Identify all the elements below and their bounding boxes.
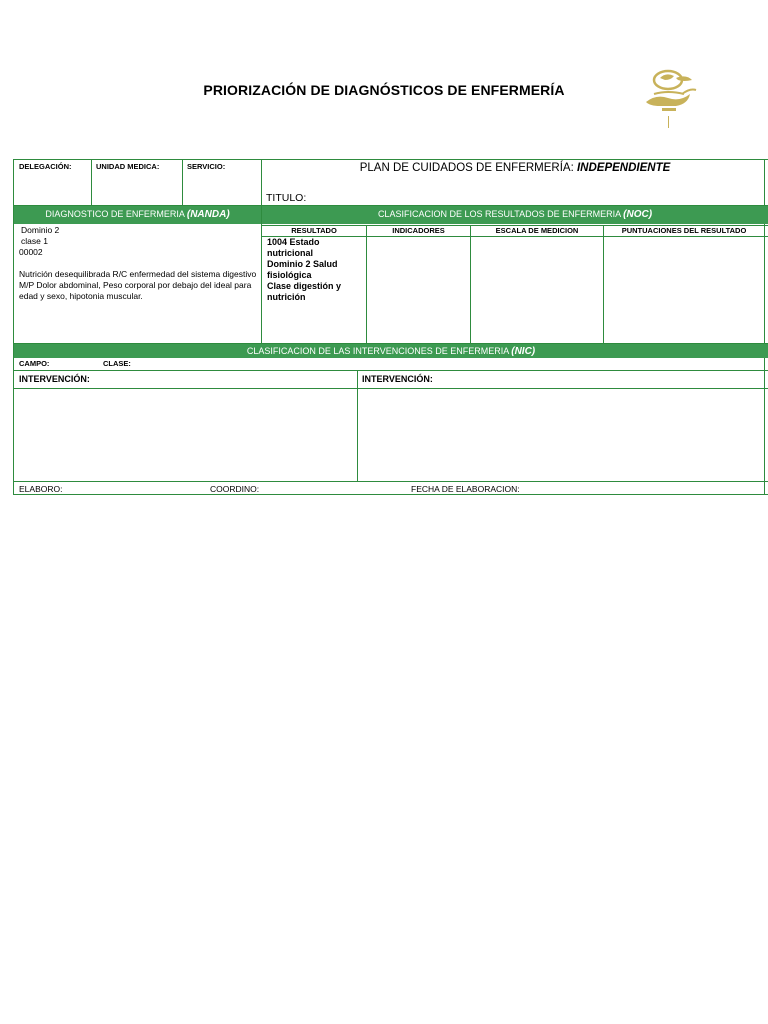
intervencion-left-label: INTERVENCIÓN: [19,374,90,384]
titulo-label: TITULO: [266,192,307,204]
diagnosis-dominio: Dominio 2 [21,225,60,235]
noc-header: CLASIFICACION DE LOS RESULTADOS DE ENFERMERIA (NOC) [262,206,768,224]
resultado-line-3: Dominio 2 Salud [267,259,338,269]
col-indicadores: INDICADORES [392,226,445,235]
delegacion-label: DELEGACIÓN: [19,162,72,171]
unidad-medica-label: UNIDAD MEDICA: [96,162,160,171]
resultado-line-5: Clase digestión y [267,281,342,291]
plan-heading: PLAN DE CUIDADOS DE ENFERMERÍA: INDEPENDIENTE [359,162,671,174]
campo-label: CAMPO: [19,359,50,368]
nursing-lamp-logo-icon [638,64,700,130]
diagnosis-clase: clase 1 [21,236,48,246]
resultado-line-2: nutricional [267,248,314,258]
resultado-line-6: nutrición [267,292,306,302]
intervencion-right-label: INTERVENCIÓN: [362,374,433,384]
nanda-header: DIAGNOSTICO DE ENFERMERIA (NANDA) [14,206,261,224]
diagnosis-codigo: 00002 [19,247,43,257]
elaboro-label: ELABORO: [19,484,63,494]
resultado-line-4: fisiológica [267,270,312,280]
col-resultado: RESULTADO [291,226,337,235]
page-title: PRIORIZACIÓN DE DIAGNÓSTICOS DE ENFERMERÍA [203,82,565,98]
col-puntuaciones: PUNTUACIONES DEL RESULTADO [621,226,747,235]
servicio-label: SERVICIO: [187,162,226,171]
nic-header: CLASIFICACION DE LAS INTERVENCIONES DE ENFERMERIA (NIC) [14,344,768,358]
coordino-label: COORDINO: [210,484,260,494]
resultado-line-1: 1004 Estado [267,237,320,247]
col-escala-medicion: ESCALA DE MEDICION [495,226,579,235]
clase-label: CLASE: [103,359,131,368]
diagnosis-description: Nutrición desequilibrada R/C enfermedad del sistema digestivo M/P Dolor abdominal, Peso corporal por debajo del ideal para edad y sexo, hipotonia muscular. [19,269,257,301]
fecha-elaboracion-label: FECHA DE ELABORACION: [411,484,520,494]
plan-type: INDEPENDIENTE [576,162,671,174]
